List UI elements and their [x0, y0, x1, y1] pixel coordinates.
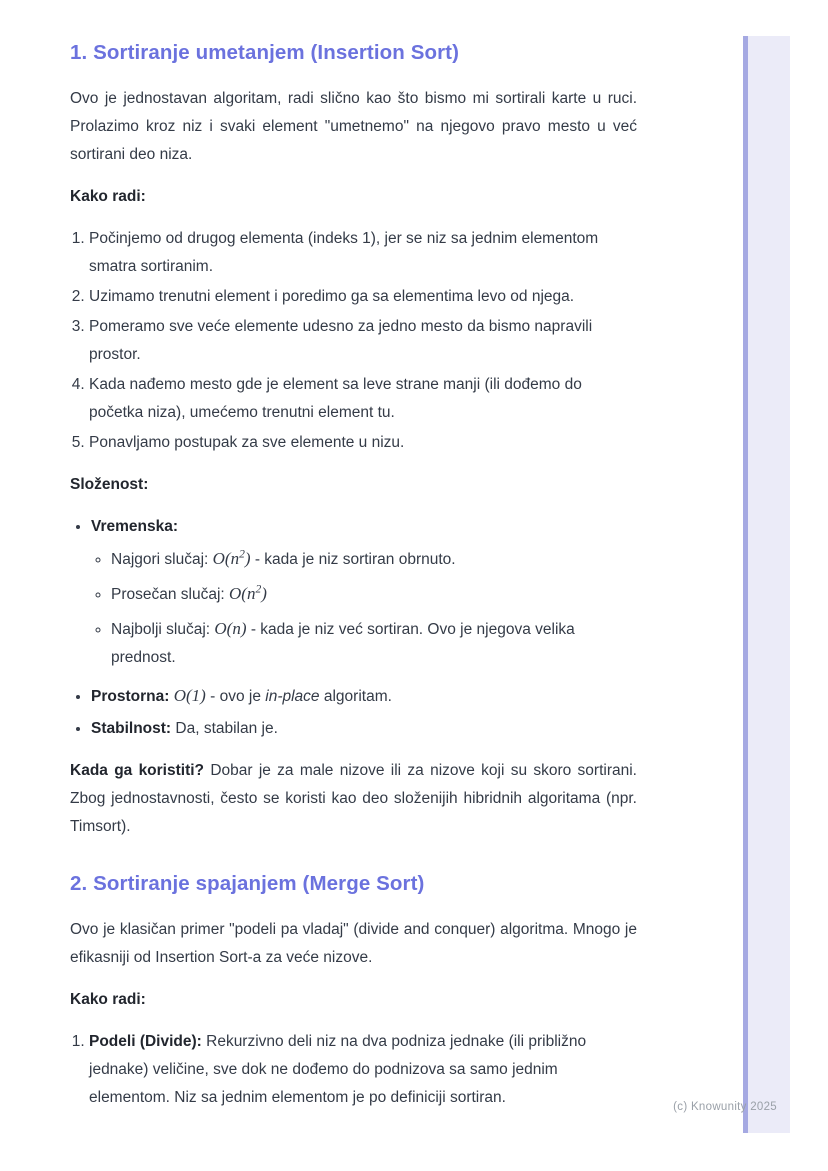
big-o-notation: $O(n^2)$ — [229, 583, 267, 603]
list-item-divide-step: 1. Podeli (Divide): Rekurzivno deli niz na dva podniza jednake (ili približno jednake) veličine, sve dok ne dođemo do podnizova sa samo jednim elementom. Niz sa jednim elementom je po definiciji sortiran. — [89, 1028, 637, 1112]
list-item: 2. Uzimamo trenutni element i poredimo ga sa elementima levo od njega. — [89, 283, 637, 311]
merge-steps-list — [70, 1028, 637, 1112]
section-2-intro-paragraph: Ovo je klasičan primer "podeli pa vladaj" (divide and conquer) algoritma. Mnogo je efikasniji od Insertion Sort-a za veće nizove. — [70, 921, 637, 966]
insertion-steps-list — [70, 225, 637, 457]
list-item: 3. Pomeramo sve veće elemente udesno za jedno mesto da bismo napravili prostor. — [89, 313, 637, 369]
time-cases-list — [91, 545, 637, 672]
usage-paragraph: Kada ga koristiti? Dobar je za male nizove ili za nizove koji su skoro sortirani. Zbog jednostavnosti, često se koristi kao deo složenijih hibridnih algoritama (npr. Timsort). — [70, 762, 637, 835]
list-item-time-complexity — [91, 513, 637, 672]
how-it-works-label-1: Kako radi: — [70, 188, 146, 205]
time-complexity-label: Vremenska: — [91, 518, 179, 535]
list-item-best-case: ◦ Najbolji slučaj: O(n) - kada je niz već sortiran. Ovo je njegova velika prednost. — [111, 615, 637, 672]
stability-label: Stabilnost: — [91, 720, 176, 737]
list-item-average-case: ◦ Prosečan slučaj: $O(n^2)$ — [111, 580, 637, 609]
in-place-term: in-place — [265, 688, 320, 705]
section-2-title: 2. Sortiranje spajanjem (Merge Sort) — [70, 872, 425, 895]
list-item: 4. Kada nađemo mesto gde je element sa leve strane manji (ili dođemo do početka niza), umećemo trenutni element tu. — [89, 371, 637, 427]
list-item-stability: • Stabilnost: Da, stabilan je. — [91, 715, 637, 743]
complexity-list — [70, 513, 637, 743]
big-o-notation: O(1) — [173, 686, 206, 705]
list-item-worst-case: ◦ Najgori slučaj: $O(n^2)$ - kada je niz sortiran obrnuto. — [111, 545, 637, 574]
space-complexity-label: Prostorna: — [91, 688, 174, 705]
divide-step-label: Podeli (Divide): — [89, 1033, 207, 1050]
usage-label: Kada ga koristiti? — [70, 762, 211, 779]
big-o-notation: $O(n^2)$ — [212, 548, 251, 568]
copyright-footer: (c) Knowunity 2025 — [673, 1101, 777, 1113]
big-o-notation: O(n) — [214, 619, 247, 638]
list-item-space-complexity: • Prostorna: O(1) - ovo je in-place algoritam. — [91, 682, 637, 711]
list-item: 1. Počinjemo od drugog elementa (indeks 1), jer se niz sa jednim elementom smatra sortiranim. — [89, 225, 637, 281]
complexity-label: Složenost: — [70, 476, 149, 493]
page-edge-decoration — [743, 36, 790, 1133]
list-item: 5. Ponavljamo postupak za sve elemente u nizu. — [89, 429, 637, 457]
section-1-title: 1. Sortiranje umetanjem (Insertion Sort) — [70, 41, 460, 64]
how-it-works-label-2: Kako radi: — [70, 991, 146, 1008]
section-1-intro-paragraph: Ovo je jednostavan algoritam, radi slično kao što bismo mi sortirali karte u ruci. Prolazimo kroz niz i svaki element "umetnemo" na njegovo pravo mesto u već sortirani deo niza. — [70, 90, 637, 163]
